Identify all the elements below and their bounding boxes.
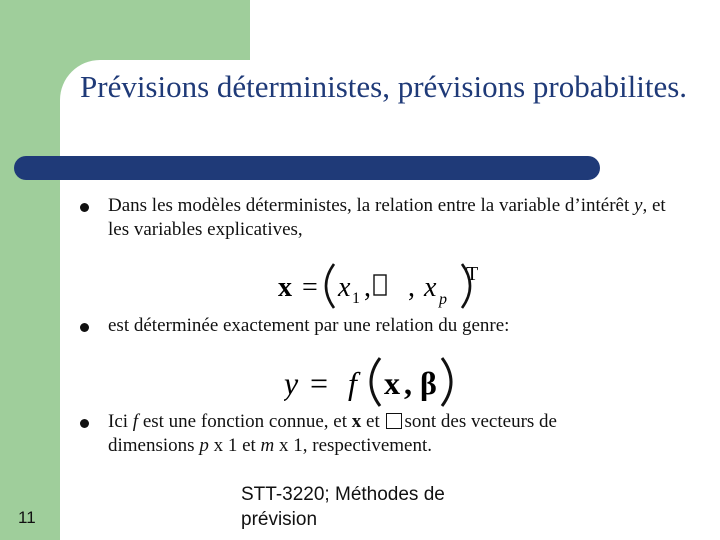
bullet-text-1: Dans les modèles déterministes, la relation entre la variable d’intérêt y, et les variables explicatives,	[108, 195, 666, 240]
eq1-comma2: ,	[408, 272, 415, 303]
var-m: m	[260, 435, 275, 456]
bullet-text-3: Ici f est une fonction connue, et x et sont des vecteurs de	[108, 411, 557, 432]
eq1-xp: x	[424, 272, 437, 303]
equation-x-vector	[278, 258, 498, 312]
var-y: y	[634, 195, 643, 216]
slide-title: Prévisions déterministes, prévisions probabilites.	[80, 69, 688, 104]
eq1-sub1: 1	[352, 290, 360, 307]
eq1-left-paren	[326, 264, 334, 308]
eq1-transpose: T	[466, 263, 479, 285]
bullet-text-3-line2: dimensions p x 1 et m x 1, respectivement.	[108, 435, 433, 456]
eq2-left-paren	[371, 358, 380, 406]
eq2-comma: ,	[404, 365, 412, 401]
title-underline-bar	[14, 156, 600, 180]
eq2-f: f	[348, 365, 357, 401]
eq1-comma: ,	[364, 272, 371, 303]
footer-course-title: STT-3220; Méthodes de prévision	[241, 484, 445, 530]
var-p: p	[199, 435, 209, 456]
eq1-equals: =	[302, 272, 318, 303]
eq2-equals: =	[310, 365, 329, 401]
bullet-dot-icon	[80, 323, 89, 332]
page-number: 11	[18, 508, 36, 527]
var-x: x	[351, 411, 362, 432]
eq2-lhs: y	[284, 365, 299, 401]
eq1-x1: x	[338, 272, 351, 303]
equation-y-f	[284, 354, 484, 410]
eq1-subp: p	[439, 291, 447, 308]
eq2-beta: β	[420, 365, 437, 401]
eq1-lhs: x	[278, 272, 292, 303]
bullet-text-2: est déterminée exactement par une relation du genre:	[108, 315, 510, 336]
var-f: f	[132, 411, 139, 432]
missing-glyph-icon	[386, 413, 402, 429]
bullet-dot-icon	[80, 419, 89, 428]
bullet-dot-icon	[80, 203, 89, 212]
eq2-x: x	[384, 365, 400, 401]
eq2-right-paren	[442, 358, 451, 406]
eq1-missing-glyph	[374, 275, 386, 295]
